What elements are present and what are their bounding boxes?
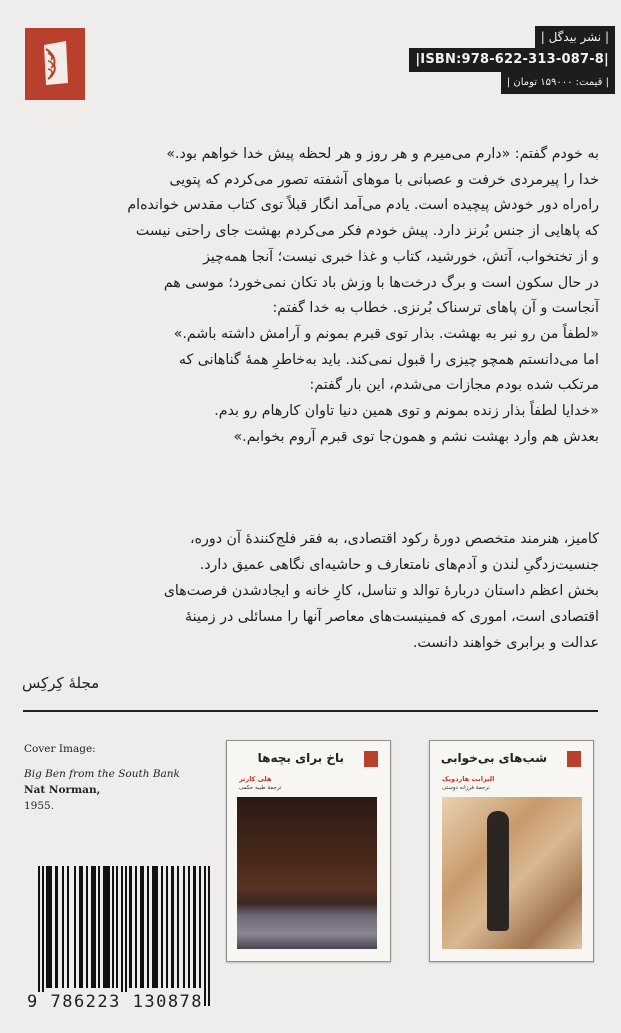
excerpt-line: بعدش هم وارد بهشت نشم و همون‌جا توی قبرم آروم بخوابم.» <box>233 428 599 445</box>
book-cover-image <box>442 797 582 949</box>
book-cover-image <box>237 797 377 949</box>
book-excerpt <box>129 142 599 450</box>
isbn-label: |ISBN:978-622-313-087-8| <box>409 48 615 72</box>
barcode-digits: 9 786223 130878 <box>27 992 204 1012</box>
publisher-label: | نشر بیدگل | <box>535 26 615 48</box>
cover-credit-artist: Nat Norman, <box>24 784 101 796</box>
review-line: عدالت و برابری خواهند دانست. <box>412 635 599 651</box>
related-book-sleepless-nights <box>429 740 594 962</box>
book-author: هلی کارتر <box>239 775 272 783</box>
book-translator: ترجمهٔ طیبه حکمی <box>239 785 282 791</box>
book-title: باخ برای بچه‌ها <box>257 751 344 765</box>
publisher-logo-icon <box>567 751 581 767</box>
review-quote <box>19 526 599 656</box>
section-divider <box>23 710 598 712</box>
cover-credit-title: Big Ben from the South Bank <box>24 768 180 780</box>
excerpt-line: به خودم گفتم: «دارم می‌میرم و هر روز و هر لحظه پیش خدا خواهم بود.» <box>166 146 599 162</box>
book-translator: ترجمهٔ فرزانه دوستی <box>442 785 490 791</box>
book-author: الیزابت هاردویک <box>442 775 495 783</box>
cover-credit <box>24 741 180 814</box>
excerpt-line: آنجاست و آن پاهای ترسناک بُرنزی. خطاب به خدا گفتم: <box>272 300 599 317</box>
cover-credit-label: Cover Image: <box>24 743 96 755</box>
publisher-logo-icon <box>364 751 378 767</box>
excerpt-line: مرتکب شده بودم مجازات می‌شدم، این بار گفتم: <box>309 377 599 394</box>
excerpt-line: و از تختخواب، آتش، خورشید، کتاب و غذا خبری نیست؛ آنجا همه‌چیز <box>203 248 599 265</box>
review-source: مجلهٔ کِرکِس <box>22 674 100 692</box>
book-info-box <box>409 26 615 94</box>
book-title: شب‌های بی‌خوابی <box>440 751 547 765</box>
publisher-logo <box>25 28 85 100</box>
cover-credit-year: 1955. <box>24 800 55 812</box>
excerpt-line: راه‌راه دور خودش پیچیده است. یادم می‌آمد انگار قبلاً توی کتاب مقدس خوانده‌ام <box>127 197 599 214</box>
price-label: | قیمت: ۱۵۹۰۰۰ تومان | <box>501 72 615 94</box>
review-line: بخش اعظم داستان دربارهٔ توالد و تناسل، کارِ خانه و ایجادشدن فرصت‌های <box>163 583 599 599</box>
review-line: اقتصادی است، اموری که فمینیست‌های معاصر آنها را مسائلی در زمینهٔ <box>184 609 599 625</box>
review-line: جنسیت‌زدگیِ لندن و آدم‌های نامتعارف و حاشیه‌ای نگاهی عمیق دارد. <box>199 557 599 573</box>
excerpt-line: «لطفاً من رو نبر به بهشت. بذار توی قبرم بمونم و آرامش داشته باشم.» <box>173 325 599 342</box>
woman-figure <box>487 811 509 931</box>
review-line: کامیز، هنرمند متخصص دورهٔ رکود اقتصادی، به فقر فلج‌کنندهٔ آن دوره، <box>189 531 599 547</box>
excerpt-line: در حال سکون است و برگ درخت‌ها با وزش باد تکان نمی‌خورد؛ موسی هم <box>163 274 599 291</box>
excerpt-line: اما می‌دانستم همچو چیزی را قبول نمی‌کند. باید به‌خاطرِ همهٔ گناهانی که <box>178 351 599 368</box>
excerpt-line: که پاهایی از جنس بُرنز دارد. پیش خودم فکر می‌کردم بهشت جای راحتی نیست <box>135 223 599 240</box>
related-book-bach <box>226 740 391 962</box>
excerpt-line: خدا را پیرمردی خرفت و عصبانی با موهای آشفته تصور می‌کردم که پتویی <box>169 171 599 188</box>
excerpt-line: «خدایا لطفاً بذار زنده بمونم و توی همین دنیا تاوان کارهام رو بدم. <box>214 403 599 420</box>
publisher-logo-icon <box>38 39 72 89</box>
